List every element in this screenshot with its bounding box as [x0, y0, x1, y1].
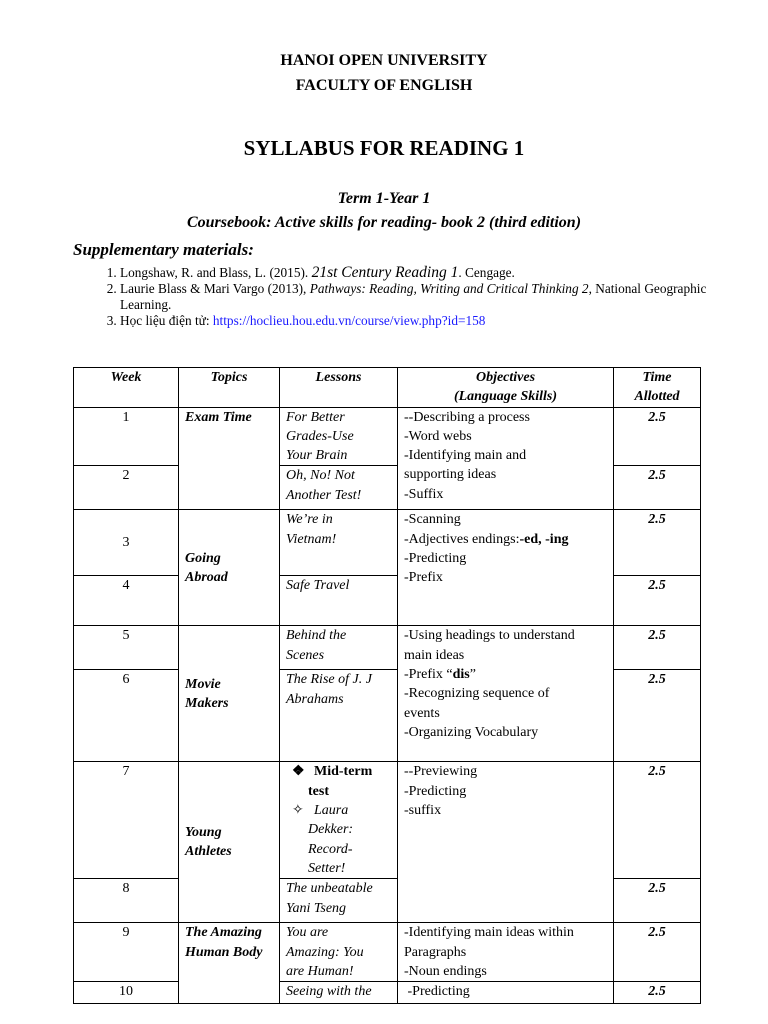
- objectives-cell: -Scanning -Adjectives endings:-ed, -ing -Predicting -Prefix: [398, 510, 614, 626]
- table-row: [74, 510, 701, 576]
- lesson-cell: ❖ Mid-term test ✧ Laura Dekker: Record- Setter!: [280, 762, 398, 879]
- reference-title: 21st Century Reading 1: [311, 264, 459, 281]
- reference-item: [120, 265, 735, 281]
- objectives-cell: -Predicting: [398, 982, 614, 1004]
- header-objectives: Objectives (Language Skills): [398, 368, 614, 408]
- elearning-link[interactable]: https://hoclieu.hou.edu.vn/course/view.php?id=158: [212, 313, 486, 328]
- week-cell: 9: [74, 923, 179, 982]
- lesson-cell: Behind the Scenes: [280, 626, 398, 670]
- header-week: Week: [74, 368, 179, 408]
- page-title: SYLLABUS FOR READING 1: [243, 136, 525, 160]
- time-cell: 2.5: [614, 576, 701, 626]
- reference-publisher: . Cengage.: [458, 265, 515, 280]
- week-cell: 5: [74, 626, 179, 670]
- reference-item: [120, 281, 735, 313]
- time-cell: 2.5: [614, 762, 701, 879]
- topic-cell: Exam Time: [179, 407, 280, 510]
- reference-list: [97, 265, 735, 329]
- reference-item: [120, 313, 735, 329]
- objectives-cell: --Previewing -Predicting -suffix: [398, 762, 614, 923]
- hollow-diamond-bullet-icon: ✧: [292, 803, 304, 819]
- week-cell: 7: [74, 762, 179, 879]
- reference-authors: Laurie Blass & Mari Vargo (2013),: [120, 281, 310, 296]
- lesson-cell: The Rise of J. J Abrahams: [280, 670, 398, 762]
- supplementary-label: Supplementary materials:: [73, 240, 254, 259]
- objectives-cell: -Identifying main ideas within Paragraphs -Noun endings: [398, 923, 614, 982]
- week-cell: 4: [74, 576, 179, 626]
- topic-cell: Going Abroad: [179, 510, 280, 626]
- objectives-cell: -Using headings to understand main ideas -Prefix “dis” -Recognizing sequence of events -Organizing Vocabulary: [398, 626, 614, 762]
- lesson-cell: You are Amazing: You are Human!: [280, 923, 398, 982]
- reference-title: Pathways: Reading, Writing and Critical Thinking 2: [309, 281, 589, 296]
- lesson-cell: The unbeatable Yani Tseng: [280, 879, 398, 923]
- coursebook-line: Coursebook: Active skills for reading- book 2 (third edition): [186, 214, 582, 231]
- syllabus-table: [73, 367, 701, 1004]
- week-cell: 8: [74, 879, 179, 923]
- topic-cell: Movie Makers: [179, 626, 280, 762]
- lesson-cell: Oh, No! Not Another Test!: [280, 466, 398, 510]
- reference-publisher: , National Geographic Learning.: [120, 281, 707, 312]
- time-cell: 2.5: [614, 466, 701, 510]
- lesson-cell: Seeing with the: [280, 982, 398, 1004]
- time-cell: 2.5: [614, 879, 701, 923]
- topic-cell: The Amazing Human Body: [179, 923, 280, 1004]
- lesson-cell: For Better Grades-Use Your Brain: [280, 407, 398, 466]
- university-name: HANOI OPEN UNIVERSITY: [280, 52, 488, 69]
- header-topics: Topics: [179, 368, 280, 408]
- objectives-cell: --Describing a process -Word webs -Identifying main and supporting ideas -Suffix: [398, 407, 614, 510]
- header-lessons: Lessons: [280, 368, 398, 408]
- time-cell: 2.5: [614, 510, 701, 576]
- week-cell: 6: [74, 670, 179, 762]
- table-row: [74, 762, 701, 879]
- time-cell: 2.5: [614, 923, 701, 982]
- time-cell: 2.5: [614, 670, 701, 762]
- time-cell: 2.5: [614, 982, 701, 1004]
- week-cell: 3: [74, 510, 179, 576]
- time-cell: 2.5: [614, 626, 701, 670]
- filled-diamond-bullet-icon: ❖: [292, 764, 305, 780]
- table-row: [74, 626, 701, 670]
- header-time: Time Allotted: [614, 368, 701, 408]
- reference-authors: Longshaw, R. and Blass, L. (2015).: [120, 265, 312, 280]
- time-cell: 2.5: [614, 407, 701, 466]
- reference-label: Học liệu điện tử:: [120, 313, 213, 328]
- term-line: Term 1-Year 1: [337, 190, 431, 207]
- week-cell: 10: [74, 982, 179, 1004]
- lesson-cell: We’re in Vietnam!: [280, 510, 398, 576]
- table-row: [74, 982, 701, 1004]
- topic-cell: Young Athletes: [179, 762, 280, 923]
- lesson-cell: Safe Travel: [280, 576, 398, 626]
- week-cell: 2: [74, 466, 179, 510]
- faculty-name: FACULTY OF ENGLISH: [295, 77, 473, 94]
- week-cell: 1: [74, 407, 179, 466]
- table-header-row: [74, 368, 701, 408]
- table-row: [74, 923, 701, 982]
- table-row: [74, 407, 701, 466]
